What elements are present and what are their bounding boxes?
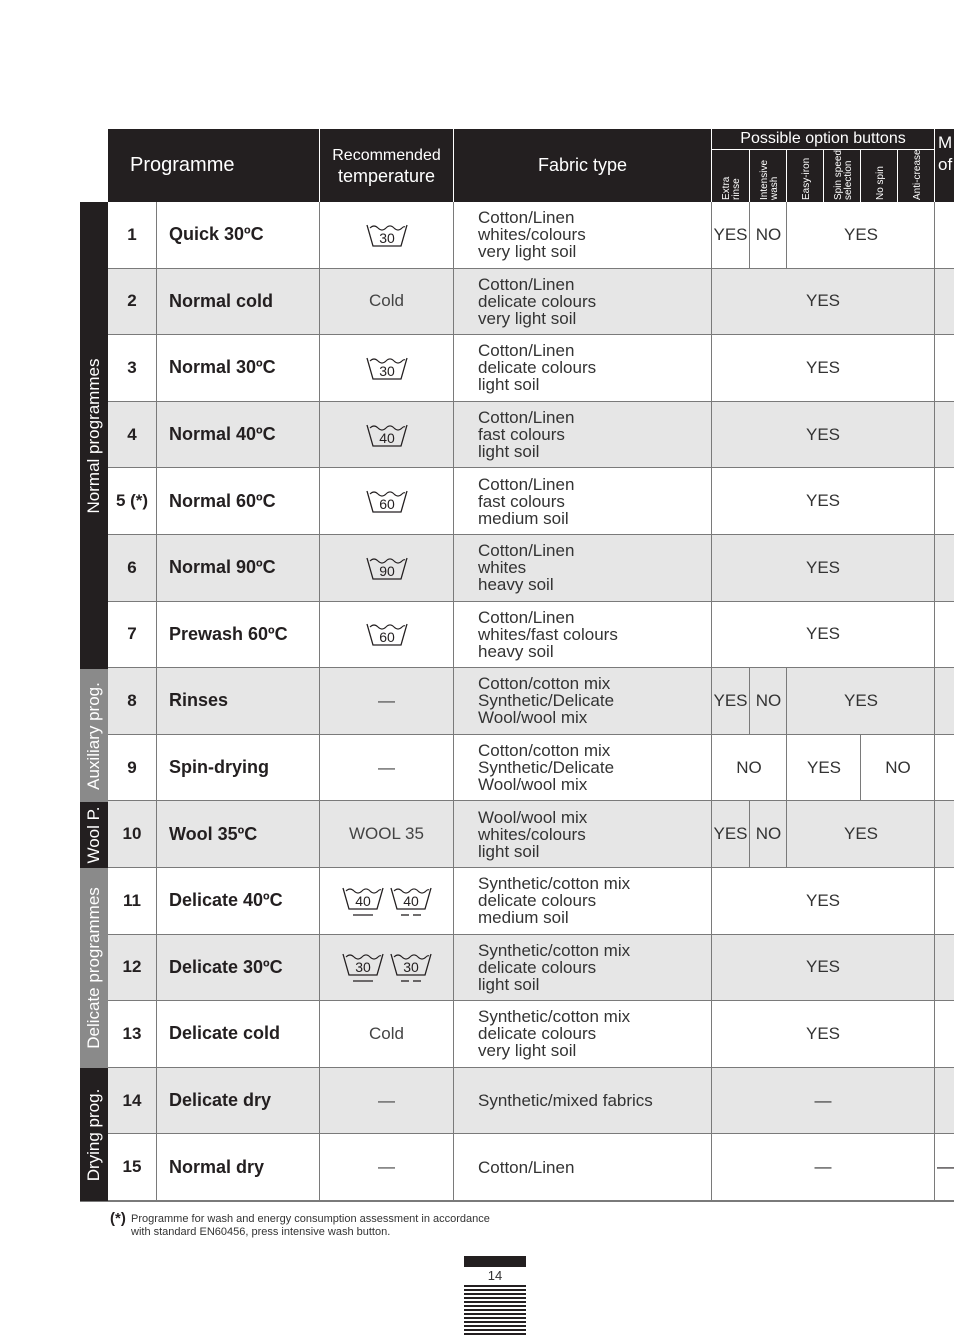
recommended-temperature [320,335,453,401]
option-availability [712,1068,934,1134]
recommended-temperature [320,269,453,335]
wash-temperature-icon [365,354,409,382]
recommended-temperature [320,202,453,268]
option-value: — [814,1090,832,1110]
programme-number: 12 [122,957,142,977]
option-subheader-label: Extra [720,176,732,200]
header-fabric-type: Fabric type [537,155,628,175]
option-availability [712,602,934,668]
fabric-line: very light soil [478,242,577,262]
fabric-line: delicate colours [478,957,597,977]
programme-number: 3 [127,357,137,377]
recommended-temperature [320,801,453,867]
recommended-temperature [320,1001,453,1067]
fabric-line: whites/colours [478,824,586,844]
wash-temperature-value: 90 [378,562,395,579]
fabric-type [454,935,711,1001]
fabric-type [454,602,711,668]
header-possible-options: Possible option buttons [740,130,906,147]
recommended-temperature [320,402,453,468]
wash-temperature-value: 40 [354,892,371,909]
fabric-line: whites/colours [478,225,586,245]
fabric-type [454,402,711,468]
fabric-line: light soil [478,974,540,994]
temperature-text: — [378,1090,395,1110]
option-availability [712,402,934,468]
wash-temperature-value: 30 [402,959,419,976]
fabric-line: Wool/wool mix [478,708,588,728]
fabric-line: light soil [478,375,540,395]
recommended-temperature [320,735,453,801]
programme-name: Delicate 40ºC [169,890,283,911]
table-row [108,668,954,735]
programme-number: 13 [122,1023,142,1043]
programme-name: Delicate dry [169,1090,272,1111]
fabric-line: medium soil [478,508,569,528]
option-subheader-label: selection [842,160,854,200]
header-cut-line2: of [938,155,953,174]
programme-number: 6 [127,557,137,577]
option-subheader-label: No spin [874,166,886,200]
option-value: YES [805,357,841,377]
option-value: YES [713,690,748,710]
option-value: YES [713,224,748,244]
wash-temperature-icon [365,620,409,648]
programme-number: 15 [122,1157,142,1177]
column-divider [934,535,935,601]
page-number-bar [464,1256,526,1267]
option-subheader [786,150,824,202]
footnote-line2: with standard EN60456, press intensive wash button. [131,1226,391,1238]
footnote-mark: (*) [110,1210,126,1227]
table-row [108,1001,954,1068]
wash-temperature-value: 30 [354,959,371,976]
option-availability [712,935,934,1001]
option-value: YES [786,202,935,268]
wash-temperature-value: 40 [378,429,395,446]
option-availability [712,535,934,601]
programme-name: Normal 30ºC [169,357,276,378]
option-value: YES [805,291,841,311]
temperature-text: — [378,1157,395,1177]
table-row [108,402,954,469]
group-label: Wool P. [84,806,103,864]
fabric-line: Cotton/Linen [478,541,575,561]
table-row [108,935,954,1002]
temperature-text: — [378,757,395,777]
column-divider [934,935,935,1001]
option-availability [712,202,934,268]
fabric-line: Synthetic/Delicate [478,758,615,778]
fabric-line: Synthetic/cotton mix [478,874,631,894]
programme-name: Normal 40ºC [169,424,276,445]
fabric-line: Cotton/cotton mix [478,741,611,761]
column-divider [934,468,935,534]
programme-name: Delicate 30ºC [169,956,283,977]
page-number: 14 [487,1268,503,1283]
fabric-line: very light soil [478,308,577,328]
option-value: YES [805,424,841,444]
fabric-line: very light soil [478,1041,577,1061]
option-subheader [860,150,898,202]
fabric-type [454,735,711,801]
fabric-line: Cotton/cotton mix [478,674,611,694]
option-value: NO [749,668,787,734]
fabric-line: delicate colours [478,891,597,911]
fabric-type [454,801,711,867]
column-divider [934,335,935,401]
group-label: Auxiliary prog. [84,681,103,790]
programme-number: 2 [127,291,137,311]
option-value: YES [805,890,841,910]
programme-name: Normal cold [169,290,274,311]
footnote-text [131,1213,490,1239]
option-availability [712,335,934,401]
table-row [108,468,954,535]
option-value: YES [713,824,748,844]
fabric-line: heavy soil [478,641,554,661]
option-availability [712,468,934,534]
column-divider [934,602,935,668]
table-row [108,269,954,336]
option-availability [712,668,934,734]
column-divider [934,1134,935,1200]
column-divider [934,269,935,335]
wash-temperature-icon [365,554,409,582]
fabric-type [454,269,711,335]
wash-temperature-icon [365,421,409,449]
programme-number: 11 [123,890,141,910]
option-value: YES [805,557,841,577]
temperature-text: WOOL 35 [349,824,424,844]
header-cut-line1: M [938,133,953,152]
programme-number: 8 [127,690,137,710]
temperature-text: Cold [369,291,404,311]
header-programme: Programme [130,154,235,176]
fabric-type [454,868,711,934]
option-subheader-label: Spin speed [832,149,844,200]
fabric-line: Wool/wool mix [478,775,588,795]
fabric-line: whites [478,558,527,578]
wash-temperature-icon [389,950,433,984]
programme-name: Prewash 60ºC [169,623,288,644]
wash-temperature-icon [365,487,409,515]
programme-number: 7 [127,624,137,644]
temperature-text: — [378,690,395,710]
fabric-line: light soil [478,841,540,861]
group-label: Normal programmes [84,358,103,513]
fabric-line: Synthetic/cotton mix [478,1007,631,1027]
option-subheader-label: Anti-crease [911,149,923,200]
option-subheader [823,150,861,202]
recommended-temperature [320,535,453,601]
header-temp-line2: temperature [337,165,436,186]
programme-name: Spin-drying [169,757,269,778]
fabric-line: medium soil [478,908,569,928]
programme-name: Normal dry [169,1156,265,1177]
fabric-line: whites/fast colours [478,624,618,644]
fabric-line: fast colours [478,425,565,445]
fabric-line: Synthetic/mixed fabrics [478,1091,653,1111]
recommended-temperature [320,935,453,1001]
option-value: YES [805,624,841,644]
table-row [108,868,954,935]
column-divider [934,1068,935,1134]
option-availability [712,801,934,867]
fabric-line: fast colours [478,491,565,511]
group-wool [80,802,108,868]
recommended-temperature [320,468,453,534]
option-value: NO [860,735,935,801]
programme-number: 10 [122,824,142,844]
fabric-line: Wool/wool mix [478,807,588,827]
programme-name: Normal 60ºC [169,490,276,511]
fabric-type [454,1134,711,1200]
fabric-line: delicate colours [478,1024,597,1044]
fabric-line: delicate colours [478,291,597,311]
header-recommended-temperature [320,129,453,202]
column-divider [934,1001,935,1067]
fabric-line: Cotton/Linen [478,274,575,294]
column-divider [934,402,935,468]
option-value: YES [805,491,841,511]
table-bottom-border [80,1201,954,1202]
programme-name: Delicate cold [169,1023,281,1044]
option-availability [712,868,934,934]
option-value: YES [786,801,935,867]
fabric-type [454,335,711,401]
programme-name: Rinses [169,690,229,711]
wash-temperature-value: 40 [402,892,419,909]
table-row [108,1134,954,1201]
fabric-type [454,535,711,601]
table-row [108,335,954,402]
option-subheader [712,150,749,202]
recommended-temperature [320,668,453,734]
fabric-line: Cotton/Linen [478,341,575,361]
recommended-temperature [320,602,453,668]
fabric-line: light soil [478,442,540,462]
option-availability [712,1001,934,1067]
group-label: Drying prog. [84,1088,103,1182]
recommended-temperature [320,868,453,934]
wash-temperature-icon [341,884,385,918]
wash-temperature-icon [341,950,385,984]
group-label: Delicate programmes [84,887,103,1049]
table-row [108,202,954,269]
fabric-line: heavy soil [478,575,554,595]
fabric-line: Synthetic/cotton mix [478,940,631,960]
header-cut-column [938,132,952,176]
option-availability [712,1134,934,1200]
fabric-line: Cotton/Linen [478,1157,575,1177]
table-row [108,602,954,669]
fabric-line: Cotton/Linen [478,208,575,228]
group-drying [80,1068,108,1202]
recommended-temperature [320,1068,453,1134]
option-value: NO [736,757,762,777]
option-availability [712,735,934,801]
option-subheader [897,150,935,202]
programme-name: Quick 30ºC [169,224,264,245]
cut-column-value: — [937,1157,954,1177]
fabric-line: Synthetic/Delicate [478,691,615,711]
page-number-block [464,1256,526,1337]
option-value: NO [749,202,787,268]
option-value: NO [749,801,787,867]
fabric-type [454,668,711,734]
group-normal-programmes [80,202,108,669]
option-subheader-label: rinse [730,178,742,200]
option-subheader [749,150,787,202]
option-availability [712,269,934,335]
header-temp-line1: Recommended [332,146,441,164]
table-row [108,1068,954,1135]
fabric-type [454,468,711,534]
programme-name: Normal 90ºC [169,557,276,578]
group-auxiliary [80,669,108,802]
wash-temperature-value: 30 [378,362,395,379]
programme-number: 4 [127,424,137,444]
option-subheader-label: Intensive [758,159,770,200]
page-stripes [464,1285,526,1337]
programme-number: 1 [127,224,137,244]
wash-temperature-value: 60 [378,496,395,513]
fabric-type [454,1001,711,1067]
fabric-type [454,1068,711,1134]
option-value: YES [786,735,861,801]
programme-name: Wool 35ºC [169,823,258,844]
option-subheader-label: Easy-iron [800,157,812,200]
option-value: YES [786,668,935,734]
programme-number: 14 [122,1090,142,1110]
programme-number: 9 [127,757,137,777]
recommended-temperature [320,1134,453,1200]
fabric-line: Cotton/Linen [478,474,575,494]
fabric-type [454,202,711,268]
group-delicate [80,868,108,1068]
table-row [108,801,954,868]
option-value: — [814,1157,832,1177]
wash-temperature-value: 30 [378,229,395,246]
fabric-line: Cotton/Linen [478,408,575,428]
option-value: YES [805,1023,841,1043]
option-value: YES [805,957,841,977]
wash-temperature-value: 60 [378,629,395,646]
footnote-line1: Programme for wash and energy consumption assessment in accordance [131,1213,490,1225]
column-divider [934,868,935,934]
fabric-line: delicate colours [478,358,597,378]
programme-number: 5 (*) [115,491,149,511]
fabric-line: Cotton/Linen [478,607,575,627]
option-subheader-label: wash [768,176,780,200]
table-row [108,535,954,602]
temperature-text: Cold [369,1023,404,1043]
table-row [108,735,954,802]
wash-temperature-icon [365,221,409,249]
wash-temperature-icon [389,884,433,918]
